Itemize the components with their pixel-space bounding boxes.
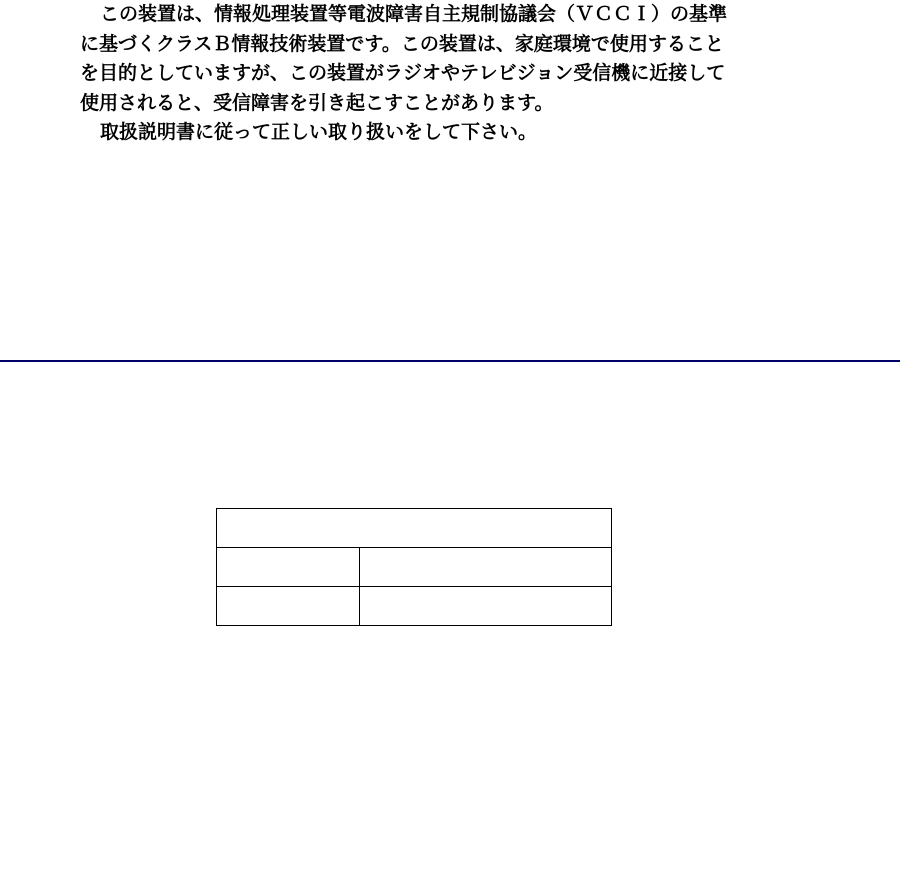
table-cell xyxy=(360,587,612,626)
notice-line-5: 取扱説明書に従って正しい取り扱いをして下さい。 xyxy=(100,121,538,143)
vcci-notice xyxy=(80,0,820,148)
table-cell xyxy=(360,548,612,587)
table-row xyxy=(217,587,612,626)
info-table xyxy=(216,508,612,626)
notice-line-2: に基づくクラスＢ情報技術装置です。この装置は、家庭環境で使用すること xyxy=(80,32,724,55)
table-header-row xyxy=(217,509,612,548)
table-cell xyxy=(217,587,360,626)
table-row xyxy=(217,548,612,587)
notice-line-4: 使用されると、受信障害を引き起こすことがあります。 xyxy=(80,91,554,114)
table-header-cell xyxy=(217,509,612,548)
notice-line-1: この装置は、情報処理装置等電波障害自主規制協議会（ＶＣＣＩ）の基準 xyxy=(100,3,728,25)
notice-line-3: を目的としていますが、この装置がラジオやテレビジョン受信機に近接して xyxy=(80,62,726,84)
table-cell xyxy=(217,548,360,587)
section-divider xyxy=(0,360,900,362)
